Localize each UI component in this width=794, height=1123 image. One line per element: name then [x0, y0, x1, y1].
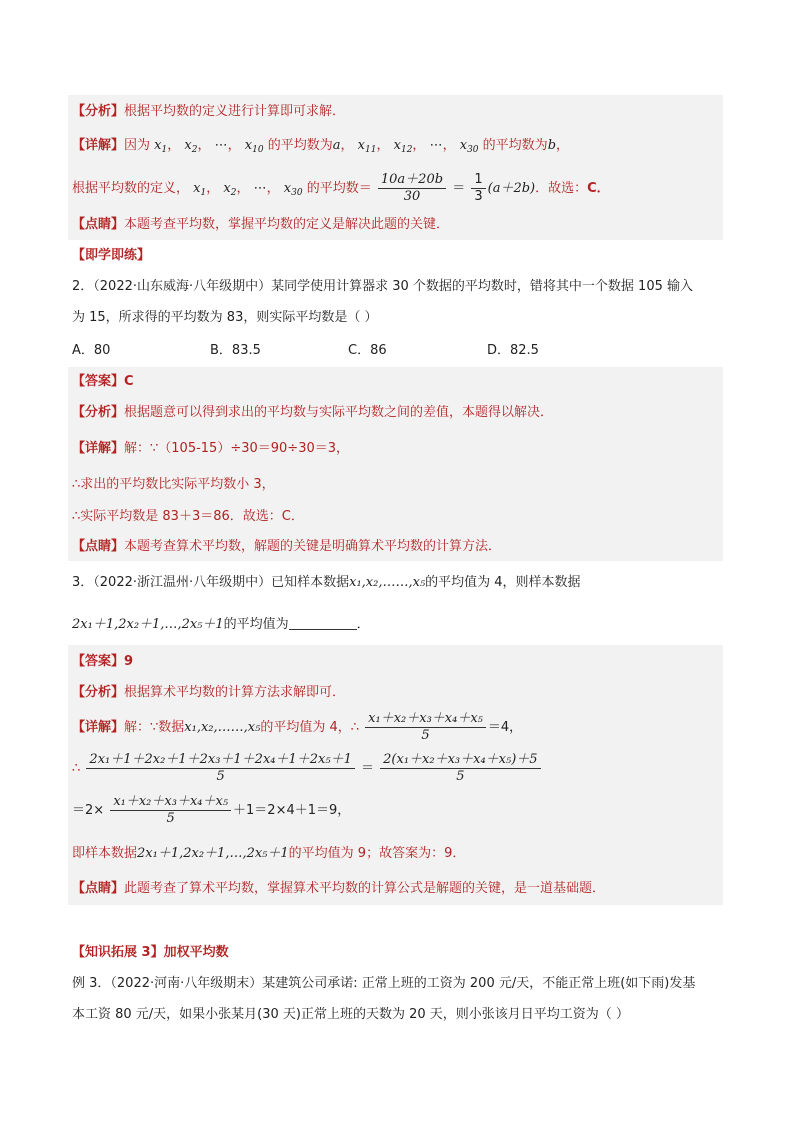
detail-prefix: 因为 [124, 138, 151, 153]
step-line: ∴实际平均数是 83＋3＝86．故选：C． [72, 509, 304, 524]
answer-blank[interactable] [289, 615, 357, 630]
comment-line: 【点睛】本题考查平均数，掌握平均数的定义是解决此题的关键． [72, 217, 450, 232]
option-c: C．86 [348, 343, 387, 358]
solution-box-2 [68, 367, 723, 561]
detail-tag: 【详解】 [72, 138, 125, 153]
comment-line: 【点睛】本题考查算术平均数，解题的关键是明确算术平均数的计算方法． [72, 539, 502, 554]
comment-line: 【点睛】此题考查了算术平均数，掌握算术平均数的计算公式是解题的关键，是一道基础题． [72, 881, 606, 896]
analysis-text: 根据平均数的定义进行计算即可求解． [124, 104, 346, 119]
analysis-tag: 【分析】 [72, 104, 125, 119]
fraction: $\frac{\text{2x₁＋1＋2x₂＋1＋2x₃＋1＋2x₄＋1＋2x₅＋1}}{5}$ [86, 752, 354, 785]
detail-line: 【详解】解：∵数据x₁,x₂,……,x₅的平均值为 4，∴ $\frac{\text{x₁＋x₂＋x₃＋x₄＋x₅}}{5}$ ＝4， [72, 711, 523, 743]
example-line2: 本工资 80 元/天，如果小张某月(30 天)正常上班的天数为 20 天，则小张该月日平均工资为（ ） [72, 1007, 629, 1022]
equation-line: ∴ $\frac{\text{2x₁＋1＋2x₂＋1＋2x₃＋1＋2x₄＋1＋2x₅＋1}}{5}$ ＝ $\frac{\text{2(x₁＋x₂＋x₃＋x₄＋x₅)＋5}}{5}$ [72, 751, 543, 787]
conclusion-line: 即样本数据2x₁＋1,2x₂＋1,…,2x₅＋1的平均值为 9；故答案为：9． [72, 846, 466, 861]
fraction: $\frac{10a+20b}{30}$ [378, 172, 446, 205]
fraction: $\frac{\text{x₁＋x₂＋x₃＋x₄＋x₅}}{5}$ [110, 794, 231, 827]
option-b: B．83.5 [210, 343, 261, 358]
practice-heading: 【即学即练】 [72, 248, 151, 263]
detail-line: 【详解】因为 $x_1$， $x_2$， ⋯， $x_{10}$ 的平均数为a， $x_{11}$， $x_{12}$， ⋯， $x_{30}$ 的平均数为b， [72, 138, 570, 155]
question-2-line2: 为 15，所求得的平均数为 83，则实际平均数是（ ） [72, 310, 378, 325]
section-heading: 【知识拓展 3】加权平均数 [72, 945, 229, 960]
question-3-line2: 2x₁＋1,2x₂＋1,…,2x₅＋1的平均值为 ． [72, 617, 370, 632]
answer-line: 【答案】C [72, 374, 134, 389]
detail-line: 【详解】解：∵（105-15）÷30＝90÷30＝3， [72, 441, 350, 456]
analysis-line: 【分析】根据题意可以得到求出的平均数与实际平均数之间的差值，本题得以解决． [72, 405, 554, 420]
step-line: ∴求出的平均数比实际平均数小 3， [72, 477, 275, 492]
equation-line: ＝2× $\frac{\text{x₁＋x₂＋x₃＋x₄＋x₅}}{5}$ ＋1＝2×4＋1＝9， [72, 794, 351, 826]
fraction: $\frac{\text{2(x₁＋x₂＋x₃＋x₄＋x₅)＋5}}{5}$ [380, 752, 540, 785]
answer-line: 【答案】9 [72, 654, 134, 669]
fraction: $\frac{1}{3}$ [471, 172, 485, 205]
option-d: D．82.5 [487, 343, 539, 358]
question-2-line1: 2．（2022·山东威海·八年级期中）某同学使用计算器求 30 个数据的平均数时，错将其中一个数据 105 输入 [72, 279, 694, 294]
option-a: A．80 [72, 343, 111, 358]
analysis-line [72, 102, 345, 122]
question-3-line1: 3．（2022·浙江温州·八年级期中）已知样本数据x₁,x₂,……,x₅的平均值为 4，则样本数据 [72, 575, 581, 590]
example-line1: 例 3．（2022·河南·八年级期末）某建筑公司承诺: 正常上班的工资为 200 元/天，不能正常上班(如下雨)发基 [72, 976, 696, 991]
definition-line: 根据平均数的定义， $x_1$， $x_2$， ⋯， $x_{30}$ 的平均数＝ $\frac{10a+20b}{30}$ ＝ $\frac{1}{3}$ (a＋2b)．故选：C． [72, 172, 610, 204]
analysis-line: 【分析】根据算术平均数的计算方法求解即可． [72, 685, 346, 700]
fraction: $\frac{\text{x₁＋x₂＋x₃＋x₄＋x₅}}{5}$ [365, 711, 486, 744]
